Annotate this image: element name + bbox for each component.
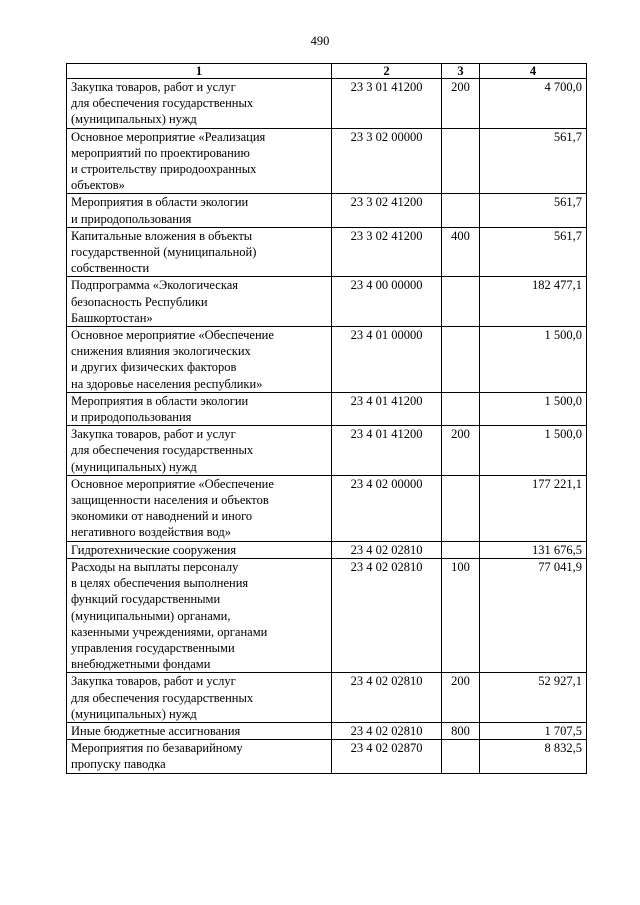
row-code: 23 3 01 41200 [332, 79, 442, 129]
row-name: Закупка товаров, работ и услуг для обеспечения государственных (муниципальных) нужд [67, 79, 332, 129]
header-col-1: 1 [67, 64, 332, 79]
row-code: 23 4 02 02810 [332, 722, 442, 739]
row-name: Закупка товаров, работ и услуг для обеспечения государственных (муниципальных) нужд [67, 673, 332, 723]
table-row [67, 558, 587, 672]
row-amount: 1 500,0 [480, 392, 587, 425]
table-row [67, 392, 587, 425]
row-name: Гидротехнические сооружения [67, 541, 332, 558]
row-expense-type: 200 [442, 426, 480, 476]
row-amount: 561,7 [480, 227, 587, 277]
row-amount: 561,7 [480, 194, 587, 227]
row-expense-type [442, 475, 480, 541]
row-expense-type: 400 [442, 227, 480, 277]
table-row [67, 541, 587, 558]
row-code: 23 4 02 02810 [332, 673, 442, 723]
row-expense-type [442, 277, 480, 327]
row-code: 23 4 02 02870 [332, 740, 442, 773]
row-name: Закупка товаров, работ и услуг для обеспечения государственных (муниципальных) нужд [67, 426, 332, 476]
row-amount: 177 221,1 [480, 475, 587, 541]
row-code: 23 3 02 41200 [332, 227, 442, 277]
row-name: Основное мероприятие «Реализация мероприятий по проектированию и строительству природоохранных объектов» [67, 128, 332, 194]
row-code: 23 4 02 02810 [332, 558, 442, 672]
row-code: 23 3 02 00000 [332, 128, 442, 194]
table-row [67, 740, 587, 773]
row-name: Основное мероприятие «Обеспечение снижения влияния экологических и других физических факторов на здоровье населения республики» [67, 327, 332, 393]
row-expense-type: 200 [442, 673, 480, 723]
row-code: 23 4 01 41200 [332, 426, 442, 476]
table-row [67, 277, 587, 327]
row-name: Мероприятия по безаварийному пропуску паводка [67, 740, 332, 773]
row-expense-type [442, 740, 480, 773]
budget-table [66, 63, 587, 774]
page-number: 490 [310, 34, 330, 48]
row-code: 23 3 02 41200 [332, 194, 442, 227]
row-code: 23 4 01 41200 [332, 392, 442, 425]
table-row [67, 426, 587, 476]
row-name: Расходы на выплаты персоналу в целях обеспечения выполнения функций государственными (муниципальными) органами, казенными учреждениями, органами управления государственными внебюджетными фондами [67, 558, 332, 672]
row-amount: 8 832,5 [480, 740, 587, 773]
row-expense-type [442, 194, 480, 227]
row-code: 23 4 00 00000 [332, 277, 442, 327]
row-amount: 1 500,0 [480, 327, 587, 393]
table-row [67, 128, 587, 194]
table-row [67, 227, 587, 277]
row-name: Основное мероприятие «Обеспечение защищенности населения и объектов экономики от наводнений и иного негативного воздействия вод» [67, 475, 332, 541]
row-amount: 77 041,9 [480, 558, 587, 672]
row-amount: 561,7 [480, 128, 587, 194]
row-amount: 52 927,1 [480, 673, 587, 723]
row-code: 23 4 02 00000 [332, 475, 442, 541]
row-name: Подпрограмма «Экологическая безопасность Республики Башкортостан» [67, 277, 332, 327]
row-name: Мероприятия в области экологии и природопользования [67, 194, 332, 227]
table-row [67, 475, 587, 541]
table-row [67, 327, 587, 393]
table-header-row [67, 64, 587, 79]
row-expense-type [442, 392, 480, 425]
row-code: 23 4 02 02810 [332, 541, 442, 558]
header-col-4: 4 [480, 64, 587, 79]
row-amount: 1 707,5 [480, 722, 587, 739]
header-col-3: 3 [442, 64, 480, 79]
row-code: 23 4 01 00000 [332, 327, 442, 393]
table-row [67, 194, 587, 227]
row-amount: 1 500,0 [480, 426, 587, 476]
row-amount: 182 477,1 [480, 277, 587, 327]
row-name: Иные бюджетные ассигнования [67, 722, 332, 739]
header-col-2: 2 [332, 64, 442, 79]
table-row [67, 79, 587, 129]
row-expense-type [442, 541, 480, 558]
row-amount: 4 700,0 [480, 79, 587, 129]
table-row [67, 673, 587, 723]
row-expense-type: 200 [442, 79, 480, 129]
table-row [67, 722, 587, 739]
row-expense-type: 100 [442, 558, 480, 672]
row-expense-type [442, 327, 480, 393]
row-name: Мероприятия в области экологии и природопользования [67, 392, 332, 425]
row-expense-type: 800 [442, 722, 480, 739]
row-expense-type [442, 128, 480, 194]
row-amount: 131 676,5 [480, 541, 587, 558]
row-name: Капитальные вложения в объекты государственной (муниципальной) собственности [67, 227, 332, 277]
